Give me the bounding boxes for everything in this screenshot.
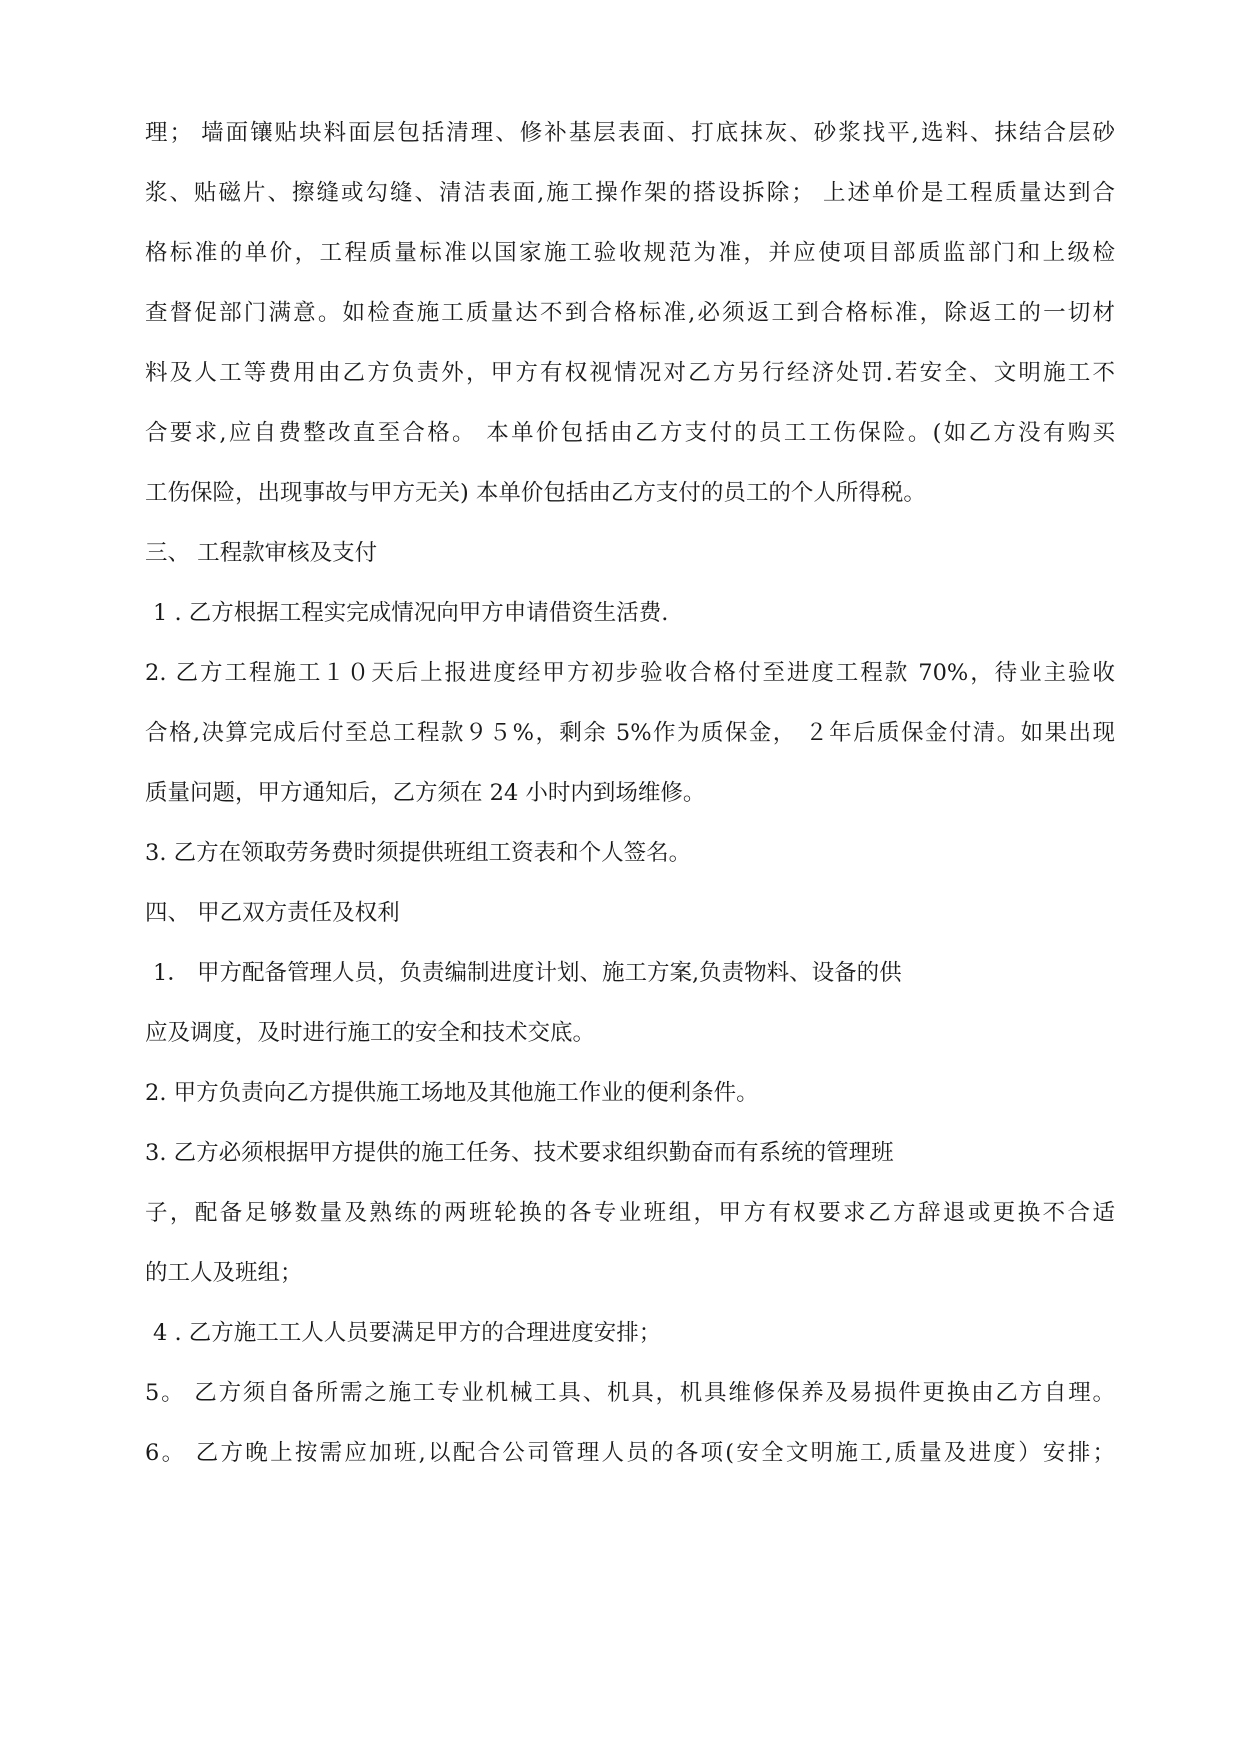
paragraph-line: 查督促部门满意。如检查施工质量达不到合格标准,必须返工到合格标准，除返工的一切材 — [145, 300, 1115, 326]
list-item: 2. 乙方工程施工１０天后上报进度经甲方初步验收合格付至进度工程款 70%，待业主验收 — [145, 660, 1115, 686]
section-heading: 三、 工程款审核及支付 — [145, 540, 378, 566]
list-item: 1 . 乙方根据工程实完成情况向甲方申请借资生活费. — [153, 600, 669, 626]
list-item: 1． 甲方配备管理人员，负责编制进度计划、施工方案,负责物料、设备的供 — [153, 960, 902, 986]
list-item: 3. 乙方在领取劳务费时须提供班组工资表和个人签名。 — [145, 840, 692, 866]
paragraph-line: 合格,决算完成后付至总工程款９５%，剩余 5%作为质保金， ２年后质保金付清。如果出现 — [145, 720, 1115, 746]
paragraph-line: 格标准的单价，工程质量标准以国家施工验收规范为准，并应使项目部质监部门和上级检 — [145, 240, 1115, 266]
paragraph-line: 浆、贴磁片、擦缝或勾缝、清洁表面,施工操作架的搭设拆除； 上述单价是工程质量达到合 — [145, 180, 1115, 206]
list-item: 3. 乙方必须根据甲方提供的施工任务、技术要求组织勤奋而有系统的管理班 — [145, 1140, 894, 1166]
paragraph-line: 子，配备足够数量及熟练的两班轮换的各专业班组，甲方有权要求乙方辞退或更换不合适 — [145, 1200, 1115, 1226]
document-body — [145, 118, 1115, 1498]
list-item: 5。 乙方须自备所需之施工专业机械工具、机具，机具维修保养及易损件更换由乙方自理。 — [145, 1380, 1115, 1406]
list-item: 2. 甲方负责向乙方提供施工场地及其他施工作业的便利条件。 — [145, 1080, 759, 1106]
paragraph-line: 合要求,应自费整改直至合格。 本单价包括由乙方支付的员工工伤保险。(如乙方没有购买 — [145, 420, 1115, 446]
paragraph-line: 工伤保险，出现事故与甲方无关) 本单价包括由乙方支付的员工的个人所得税。 — [145, 480, 926, 506]
paragraph-line: 料及人工等费用由乙方负责外，甲方有权视情况对乙方另行经济处罚.若安全、文明施工不 — [145, 360, 1115, 386]
paragraph-line: 的工人及班组； — [145, 1260, 303, 1286]
paragraph-line: 质量问题，甲方通知后，乙方须在 24 小时内到场维修。 — [145, 780, 706, 806]
list-item: 4 . 乙方施工工人人员要满足甲方的合理进度安排； — [153, 1320, 662, 1346]
paragraph-line: 理； 墙面镶贴块料面层包括清理、修补基层表面、打底抹灰、砂浆找平,选料、抹结合层砂 — [145, 120, 1115, 146]
paragraph-line: 应及调度，及时进行施工的安全和技术交底。 — [145, 1020, 596, 1046]
section-heading: 四、 甲乙双方责任及权利 — [145, 900, 400, 926]
list-item: 6。 乙方晚上按需应加班,以配合公司管理人员的各项(安全文明施工,质量及进度）安排； — [145, 1440, 1115, 1466]
